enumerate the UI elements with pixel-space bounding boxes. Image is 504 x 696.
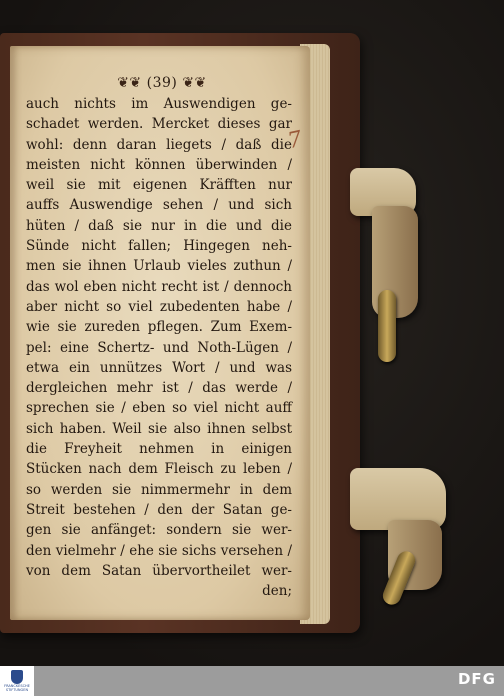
library-logo[interactable] — [0, 666, 34, 696]
text-line: den vielmehr / ehe sie sichs versehen / — [26, 542, 292, 559]
text-line: den; — [262, 583, 292, 600]
margin-annotation: 7 — [285, 126, 305, 155]
text-line: Sünde nicht fallen; Hingegen neh- — [26, 238, 292, 255]
text-line: meisten nicht können überwinden / — [26, 156, 292, 173]
viewer-footer-bar — [0, 666, 504, 696]
text-line: von dem Satan übervortheilet wer- — [26, 562, 292, 579]
page-number-heading — [112, 75, 212, 91]
text-line: gen sie anfänget: sondern sie wer- — [26, 522, 292, 539]
text-line: wohl: denn daran liegets / daß die — [26, 136, 292, 153]
ornament-right-icon: ❦❦ — [182, 75, 207, 91]
text-line: sich haben. Weil sie also ihnen selbst — [26, 420, 292, 437]
text-line: schadet werden. Mercket dieses gar — [26, 116, 292, 133]
page-body-text — [26, 94, 292, 601]
text-line: sprechen sie / eben so viel nicht auff — [26, 400, 292, 417]
text-line: Stücken nach dem Fleisch zu leben / — [26, 461, 292, 478]
text-line: auch nichts im Auswendigen ge- — [26, 96, 292, 112]
page-number: (39) — [146, 75, 178, 91]
text-line: weil sie mit eigenen Kräfften nur — [26, 177, 292, 194]
text-line: das wol eben nicht recht ist / dennoch — [26, 278, 292, 295]
library-shield-icon — [11, 670, 23, 684]
text-line: aber nicht so viel zubedenten habe / — [26, 298, 292, 315]
text-line: so werden sie nimmermehr in dem — [26, 481, 292, 498]
text-line: wie sie zureden pflegen. Zum Exem- — [26, 319, 292, 336]
library-logo-text: FRANCKESCHE STIFTUNGEN — [4, 684, 30, 692]
text-line: Streit bestehen / den der Satan ge- — [26, 501, 292, 518]
text-line: auffs Auswendige sehen / und sich — [26, 197, 292, 214]
text-line: hüten / daß sie nur in die und die — [26, 217, 292, 234]
metal-clasp-top — [378, 290, 396, 362]
text-line: dergleichen mehr ist / das werde / — [26, 380, 292, 397]
text-line: men sie ihnen Urlaub vieles zuthun / — [26, 258, 292, 275]
text-line: die Freyheit nehmen in einigen — [26, 441, 292, 458]
ornament-left-icon: ❦❦ — [117, 75, 142, 91]
text-line: pel: eine Schertz- und Noth-Lügen / — [26, 339, 292, 356]
text-line: etwa ein unnützes Wort / und was — [26, 359, 292, 376]
dfg-logo[interactable]: DFG — [457, 670, 496, 688]
